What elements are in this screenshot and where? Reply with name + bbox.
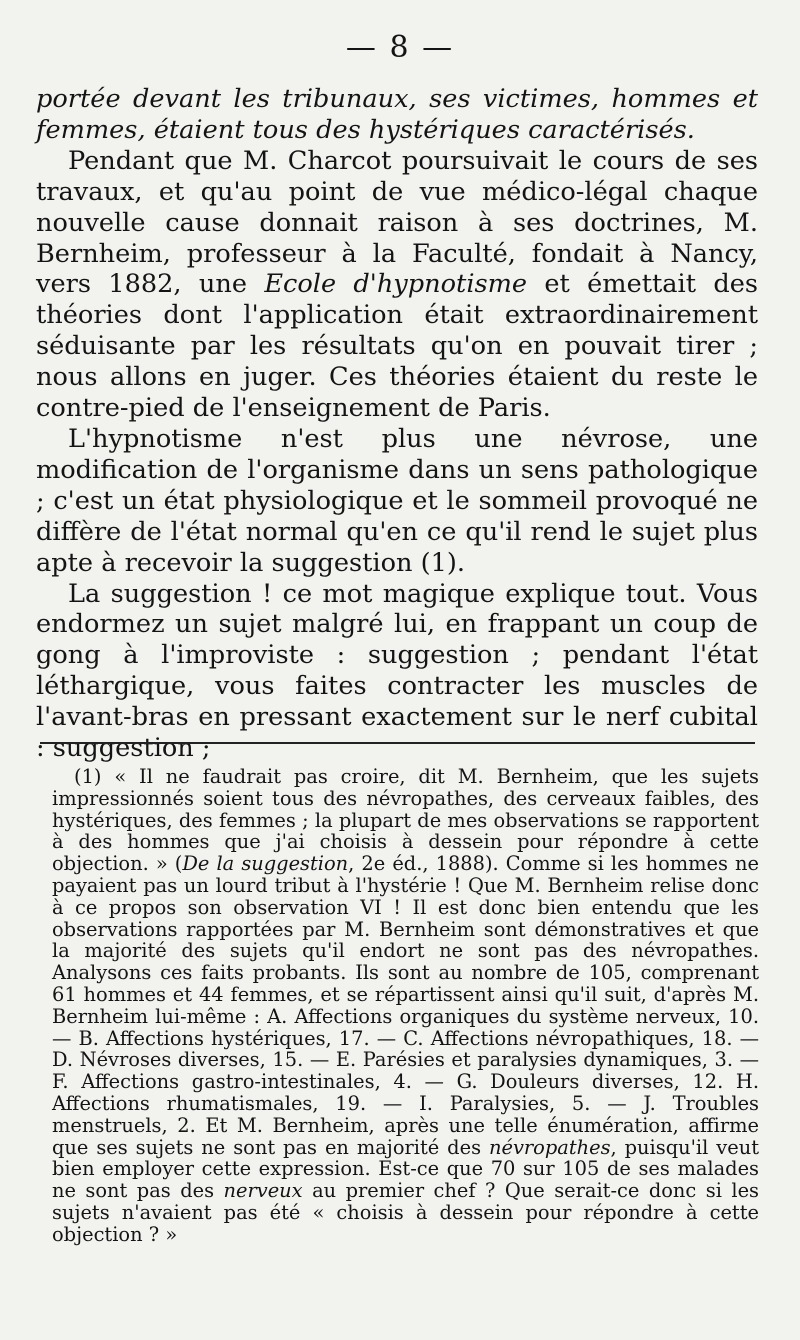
footnote-part-b: , 2e éd., 1888). Comme si les hommes ne payaient pas un lourd tribut à l'hystérie ! Que M. Bernheim relise donc à ce propos son observation VI ! Il est donc bien entendu que les observations rapportées par M. Bernheim sont démonstratives et que la majorité des sujets qu'il endort ne sont pas des névropathes. Analysons ces faits probants. Ils sont au nombre de 105, comprenant 61 hommes et 44 femmes, et se répartissent ainsi qu'il suit, d'après M. Bernheim lui-même : A. Affections organiques du système nerveux, 10. — B. Affections hystériques, 17. — C. Affections névropathiques, 18. — D. Névroses diverses, 15. — E. Parésies et paralysies dynamiques, 3. — F. Affections gastro-intestinales, 4. — G. Douleurs diverses, 12. H. Affections rhumatismales, 19. — I. Paralysies, 5. — J. Troubles menstruels, 2. Et M. Bernheim, après une telle énumération, affirme que ses sujets ne sont pas en majorité des <box>52 852 759 1159</box>
paragraph-1 <box>36 84 758 146</box>
footnote-book-title: De la suggestion <box>182 852 349 876</box>
paragraph-4: La suggestion ! ce mot magique explique tout. Vous endormez un sujet malgré lui, en frappant un coup de gong à l'improviste : suggestion ; pendant l'état léthargique, vous faites contracter les muscles de l'avant-bras en pressant exactement sur le nerf cubital : suggestion ; <box>36 578 758 764</box>
paragraph-2-italic: Ecole d'hypnotisme <box>264 269 528 300</box>
footnote <box>52 766 759 1246</box>
footnote-part-c: , puisqu'il veut bien employer cette expression. Est-ce que 70 sur 105 de ses malades ne sont pas des <box>52 1135 760 1203</box>
footnote-part-d: au premier chef ? Que serait-ce donc si les sujets n'avaient pas été « choisis à dessein pour répondre à cette objection ? » <box>52 1179 759 1246</box>
footnote-part-a: (1) « Il ne faudrait pas croire, dit M. Bernheim, que les sujets impressionnés soient tous des névropathes, des cerveaux faibles, des hystériques, des femmes ; la plupart de mes observations se rapportent à des hommes que j'ai choisis à dessein pour répondre à cette objection. » ( <box>52 765 759 876</box>
paragraph-2 <box>36 146 758 424</box>
paragraph-2-part-b: et émettait des théories dont l'application était extraordinairement séduisante par les résultats qu'on en pouvait tirer ; nous allons en juger. Ces théories étaient du reste le contre-pied de l'enseignement de Paris. <box>36 269 758 424</box>
paragraph-1-italic: portée devant les tribunaux, ses victimes, hommes et femmes, étaient tous des hystériques caractérisés. <box>36 84 758 145</box>
main-text <box>36 84 758 764</box>
paragraph-2-part-a: Pendant que M. Charcot poursuivait le cours de ses travaux, et qu'au point de vue médico-légal chaque nouvelle cause donnait raison à ses doctrines, M. Bernheim, professeur à la Faculté, fondait à Nancy, vers 1882, une <box>36 145 758 300</box>
page-number: — 8 — <box>345 30 455 65</box>
footnote-italic-nevropathes: névropathes <box>488 1135 611 1159</box>
paragraph-3: L'hypnotisme n'est plus une névrose, une modification de l'organisme dans un sens pathologique ; c'est un état physiologique et le sommeil provoqué ne diffère de l'état normal qu'en ce qu'il rend le sujet plus apte à recevoir la suggestion (1). <box>36 423 758 578</box>
footnote-rule <box>40 742 755 744</box>
footnote-paragraph <box>52 766 759 1246</box>
footnote-italic-nerveux: nerveux <box>223 1179 303 1203</box>
